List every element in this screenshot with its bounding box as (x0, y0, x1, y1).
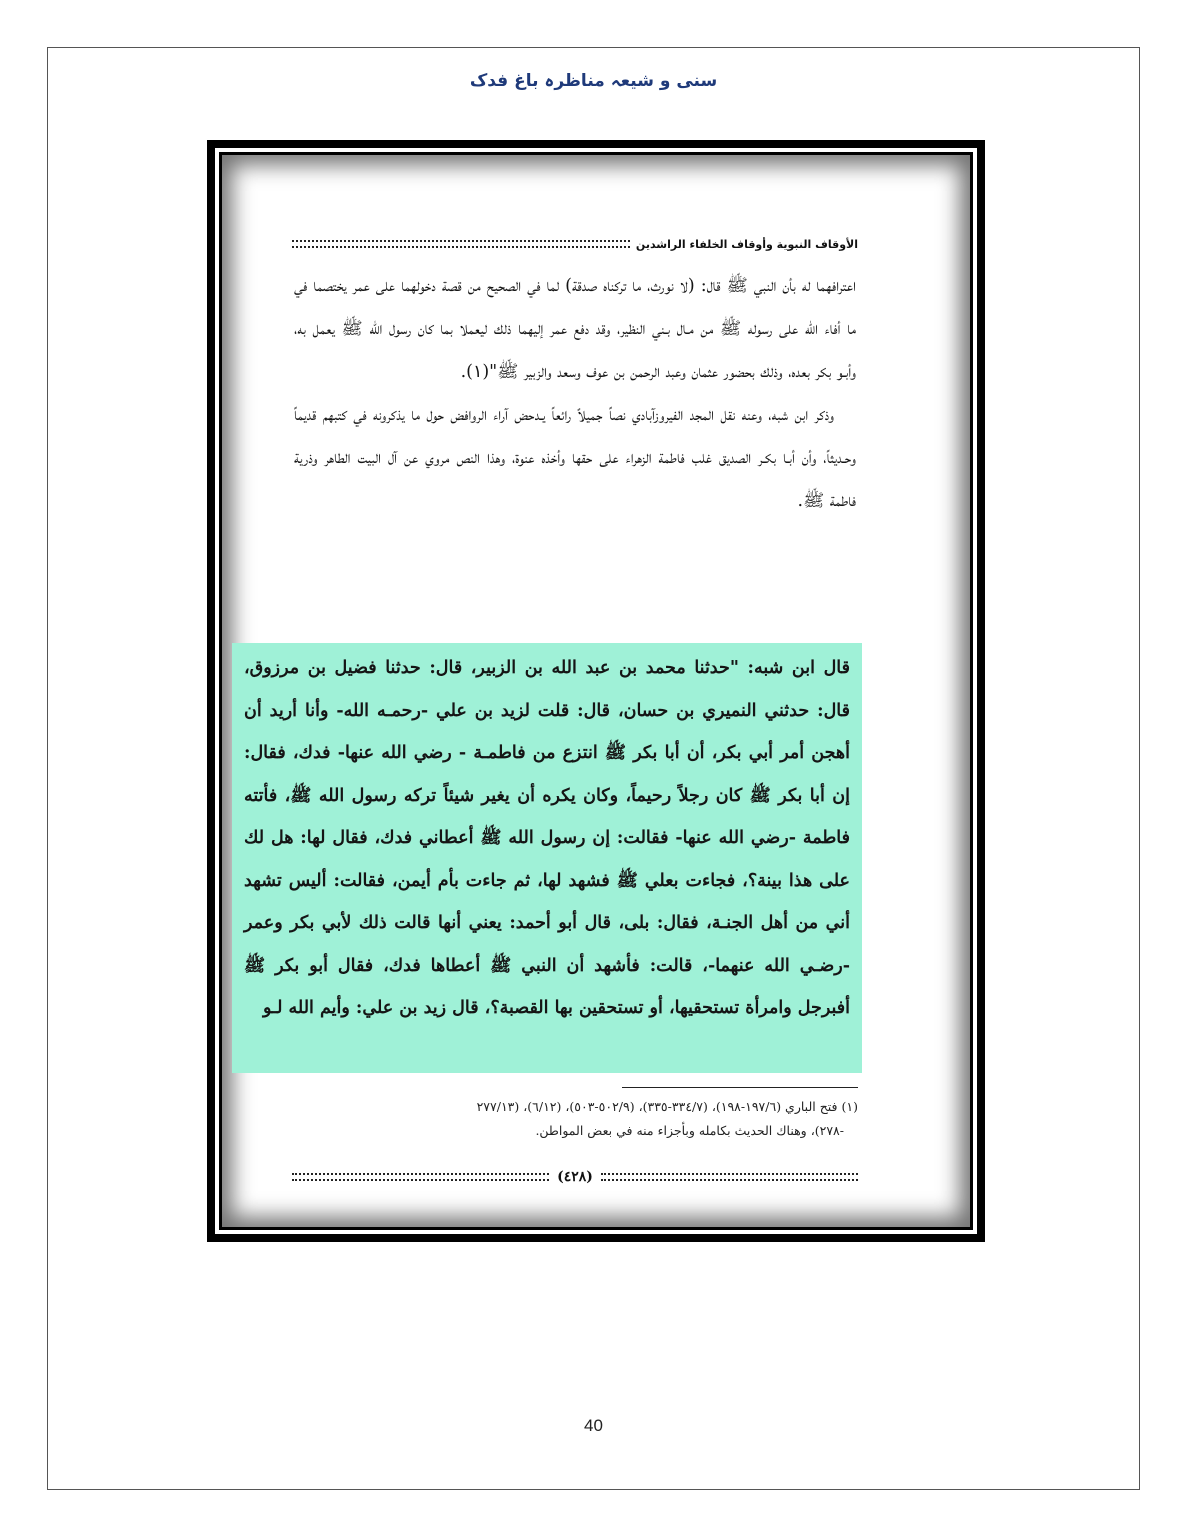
ornamental-rule-right (601, 1173, 858, 1181)
footnote-line-1: (١) فتح الباري (١٩٧/٦-١٩٨)، (٣٣٤/٧-٣٣٥)، (٥٠٢/٩-٥٠٣)، (٦/١٢)، (٢٧٧/١٣ (476, 1099, 858, 1114)
highlighted-passage: قال ابن شبه: "حدثنا محمد بن عبد الله بن الزبير، قال: حدثنا فضيل بن مرزوق، قال: حدثني النميري بن حسان، قال: قلت لزيد بن علي -رحمـه الله- وأنا أريد أن أهجن أمر أبي بكر، أن أبا بكر ﷺ انتزع من فاطمـة - رضي الله عنها- فدك، فقال: إن أبا بكر ﷺ كان رجلاً رحيماً، وكان يكره أن يغير شيئاً تركه رسول الله ﷺ، فأتته فاطمة -رضي الله عنها- فقالت: إن رسول الله ﷺ أعطاني فدك، فقال لها: هل لك على هذا بينة؟، فجاءت بعلي ﷺ فشهد لها، ثم جاءت بأم أيمن، فقالت: أليس تشهد أني من أهل الجنـة، فقال: بلى، قال أبو أحمد: يعني أنها قالت ذلك لأبي بكر وعمر -رضـي الله عنهما-، قالت: فأشهد أن النبي ﷺ أعطاها فدك، فقال أبو بكر ﷺ أفبرجل وامرأة تستحقيها، أو تستحقين بها القصبة؟، قال زيد بن علي: وأيم الله لـو (232, 643, 862, 1073)
paragraph-2: وذكر ابن شبه، وعنه نقل المجد الفيروزآبادي نصاً جميلاً رائعاً يـدحض آراء الروافض حول ما يذكرونه في كتبهم قديماً وحـديثاً، وأن أبـا بكـر الصديق غلب فاطمة الزهراء على حقها وأخذه عنوة، وهذا النص مروي عن آل البيت الطاهر وذرية فاطمة ﷺ. (294, 405, 856, 511)
footnote (292, 1095, 858, 1143)
body-text (294, 265, 856, 523)
document-title: سنی و شیعہ مناظرہ باغ فدک (469, 71, 718, 91)
ornamental-rule-left (292, 1173, 549, 1181)
page-number: 40 (584, 1416, 603, 1435)
scanned-page-footer (292, 1168, 858, 1186)
ornamental-rule (292, 240, 630, 248)
scanned-page-frame (207, 140, 985, 1242)
running-head-text: الأوقاف النبوية وأوقاف الخلفاء الراشدين (635, 237, 858, 251)
scanned-book-page (222, 155, 970, 1227)
footnote-separator (622, 1087, 858, 1088)
scanned-page-content (244, 225, 858, 1185)
footnote-line-2: -٢٧٨)، وهناك الحديث بكامله وبأجزاء منه في بعض المواطن. (535, 1123, 844, 1138)
paragraph-1: اعترافهما له بأن النبي ﷺ قال: (لا نورث، ما تركناه صدقة) لما في الصحيح من قصة دخولهما على عمر يختصما في ما أفاء الله على رسوله ﷺ من مـال بـني النظير، وقد دفع عمر إليهما ذلك ليعملا بما كان رسول الله ﷺ يعمل به، وأبـو بكر بعده، وذلك بحضور عثمان وعبد الرحمن بن عوف وسعد والزبير ﷺ"(١). (294, 276, 856, 382)
running-head (292, 235, 858, 253)
scanned-page-marker: (٤٢٨) (557, 1169, 593, 1185)
